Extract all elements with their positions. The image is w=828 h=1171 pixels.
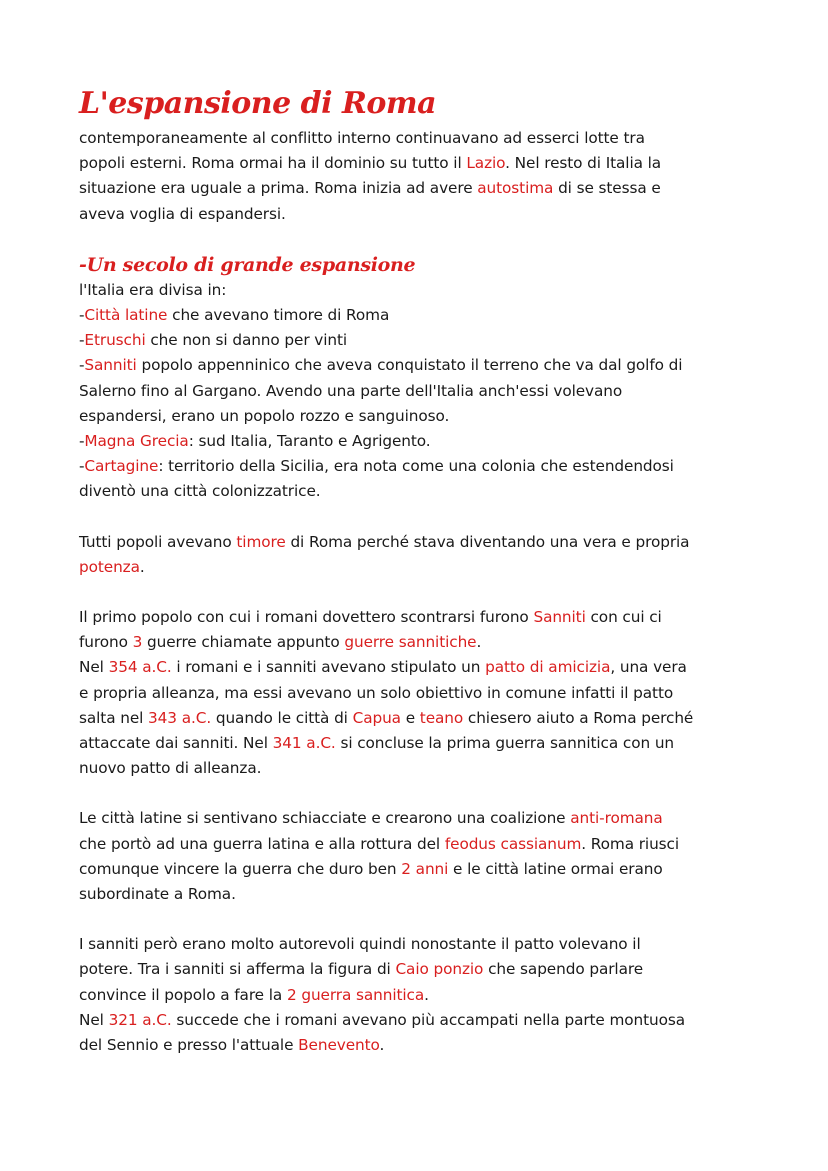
text-run: - (79, 356, 85, 375)
text-run: : sud Italia, Taranto e Agrigento. (188, 432, 431, 451)
text-line (79, 932, 759, 957)
text-run: diventò una città colonizzatrice. (79, 482, 321, 501)
text-line (79, 957, 759, 982)
highlighted-term: patto di amicizia (485, 658, 611, 677)
spacer (79, 907, 759, 932)
text-run: di Roma perché stava diventando una vera e propria (285, 532, 690, 551)
text-line (79, 882, 759, 907)
text-run: e le città latine ormai erano (448, 859, 663, 878)
text-line (79, 454, 759, 479)
text-line (79, 530, 759, 555)
highlighted-term: potenza (79, 557, 140, 576)
highlighted-term: 2 guerra sannitica (286, 985, 425, 1004)
highlighted-term: Città latine (84, 306, 168, 325)
text-run: che portò ad una guerra latina e alla rottura del (79, 834, 445, 853)
text-line (79, 404, 759, 429)
highlighted-term: Cartagine (84, 457, 159, 476)
highlighted-term: 2 anni (401, 859, 449, 878)
highlighted-term: 321 a.C. (108, 1010, 172, 1029)
text-run: popoli esterni. Roma ormai ha il dominio su tutto il (79, 154, 467, 173)
text-run: nuovo patto di alleanza. (79, 759, 262, 778)
text-line (79, 806, 759, 831)
text-run: che sapendo parlare (483, 960, 644, 979)
text-run: . (379, 1036, 385, 1055)
highlighted-term: teano (419, 708, 464, 727)
text-run: e (400, 708, 420, 727)
highlighted-term: Lazio (466, 154, 506, 173)
text-run: subordinate a Roma. (79, 885, 236, 904)
text-run: aveva voglia di espandersi. (79, 204, 286, 223)
text-run: salta nel (79, 708, 149, 727)
highlighted-term: 3 (132, 633, 143, 652)
highlighted-term: Sanniti (84, 356, 137, 375)
highlighted-term: 354 a.C. (108, 658, 172, 677)
text-run: Nel (79, 658, 109, 677)
text-line (79, 756, 759, 781)
text-line (79, 655, 759, 680)
text-run: convince il popolo a fare la (79, 985, 287, 1004)
highlighted-term: Sanniti (533, 608, 586, 627)
highlighted-term: feodus cassianum (444, 834, 582, 853)
text-run: di se stessa e (553, 179, 661, 198)
text-run: comunque vincere la guerra che duro ben (79, 859, 402, 878)
text-line (79, 202, 759, 227)
text-line (79, 681, 759, 706)
text-run: : territorio della Sicilia, era nota come una colonia che estendendosi (158, 457, 674, 476)
highlighted-term: Etruschi (84, 331, 146, 350)
highlighted-term: Benevento (298, 1036, 380, 1055)
text-run: . Roma riusci (581, 834, 680, 853)
text-run: succede che i romani avevano più accampati nella parte montuosa (171, 1010, 686, 1029)
text-run: - (79, 331, 85, 350)
text-run: popolo appenninico che aveva conquistato il terreno che va dal golfo di (136, 356, 683, 375)
highlighted-term: 341 a.C. (272, 734, 336, 753)
text-line (79, 429, 759, 454)
text-line (79, 1033, 759, 1058)
text-run: del Sennio e presso l'attuale (79, 1036, 299, 1055)
text-run: potere. Tra i sanniti si afferma la figura di (79, 960, 396, 979)
spacer (79, 505, 759, 530)
text-line (79, 731, 759, 756)
highlighted-term: Caio ponzio (395, 960, 484, 979)
text-run: . (139, 557, 145, 576)
sanniti-paragraph (79, 605, 759, 781)
text-line (79, 126, 759, 151)
text-run: chiesero aiuto a Roma perché (463, 708, 694, 727)
text-run: furono (79, 633, 133, 652)
text-run: guerre chiamate appunto (142, 633, 345, 652)
highlighted-term: Magna Grecia (84, 432, 189, 451)
text-run: espandersi, erano un popolo rozzo e sanguinoso. (79, 406, 450, 425)
text-run: - (79, 306, 85, 325)
highlighted-term: autostima (477, 179, 554, 198)
text-line (79, 605, 759, 630)
text-line (79, 983, 759, 1008)
text-line (79, 303, 759, 328)
text-run: che avevano timore di Roma (167, 306, 390, 325)
text-run: con cui ci (585, 608, 662, 627)
text-run: Le città latine si sentivano schiacciate e crearono una coalizione (79, 809, 571, 828)
text-run: Nel (79, 1010, 109, 1029)
text-run: . (476, 633, 482, 652)
spacer (79, 580, 759, 605)
text-run: e propria alleanza, ma essi avevano un solo obiettivo in comune infatti il patto (79, 683, 674, 702)
highlighted-term: 343 a.C. (148, 708, 212, 727)
text-run: l'Italia era divisa in: (79, 280, 227, 299)
ponzio-paragraph (79, 932, 759, 1058)
text-run: si concluse la prima guerra sannitica con un (335, 734, 675, 753)
text-run: Il primo popolo con cui i romani dovettero scontrarsi furono (79, 608, 534, 627)
text-run: . Nel resto di Italia la (505, 154, 662, 173)
text-run: attaccate dai sanniti. Nel (79, 734, 273, 753)
highlighted-term: Capua (352, 708, 401, 727)
page-title: L'espansione di Roma (79, 86, 437, 121)
text-run: Salerno fino al Gargano. Avendo una parte dell'Italia anch'essi volevano (79, 381, 623, 400)
highlighted-term: guerre sannitiche (344, 633, 477, 652)
text-line (79, 555, 759, 580)
document-page (79, 82, 759, 1058)
highlighted-term: timore (236, 532, 286, 551)
text-run: . (424, 985, 429, 1004)
text-line (79, 353, 759, 378)
text-run: i romani e i sanniti avevano stipulato un (171, 658, 486, 677)
text-line (79, 630, 759, 655)
text-line (79, 379, 759, 404)
text-run: contemporaneamente al conflitto interno continuavano ad esserci lotte tra (79, 129, 645, 147)
spacer (79, 227, 759, 252)
text-run: quando le città di (211, 708, 353, 727)
spacer (79, 781, 759, 806)
text-run: - (79, 457, 85, 476)
text-run: , una vera (610, 658, 687, 677)
text-run: - (79, 432, 85, 451)
text-line (79, 151, 759, 176)
section-paragraph (79, 278, 759, 505)
text-line (79, 479, 759, 504)
latine-paragraph (79, 806, 759, 907)
text-line (79, 832, 759, 857)
text-run: Tutti popoli avevano (79, 532, 237, 551)
text-line (79, 1008, 759, 1033)
intro-paragraph (79, 126, 759, 227)
section-title: -Un secolo di grande espansione (79, 253, 416, 276)
text-line (79, 857, 759, 882)
text-line (79, 176, 759, 201)
highlighted-term: anti-romana (570, 809, 663, 828)
timore-paragraph (79, 530, 759, 580)
text-line (79, 706, 759, 731)
text-run: I sanniti però erano molto autorevoli quindi nonostante il patto volevano il (79, 935, 641, 954)
text-line (79, 328, 759, 353)
text-run: che non si danno per vinti (145, 331, 348, 350)
text-line (79, 278, 759, 303)
text-run: situazione era uguale a prima. Roma inizia ad avere (79, 179, 478, 198)
